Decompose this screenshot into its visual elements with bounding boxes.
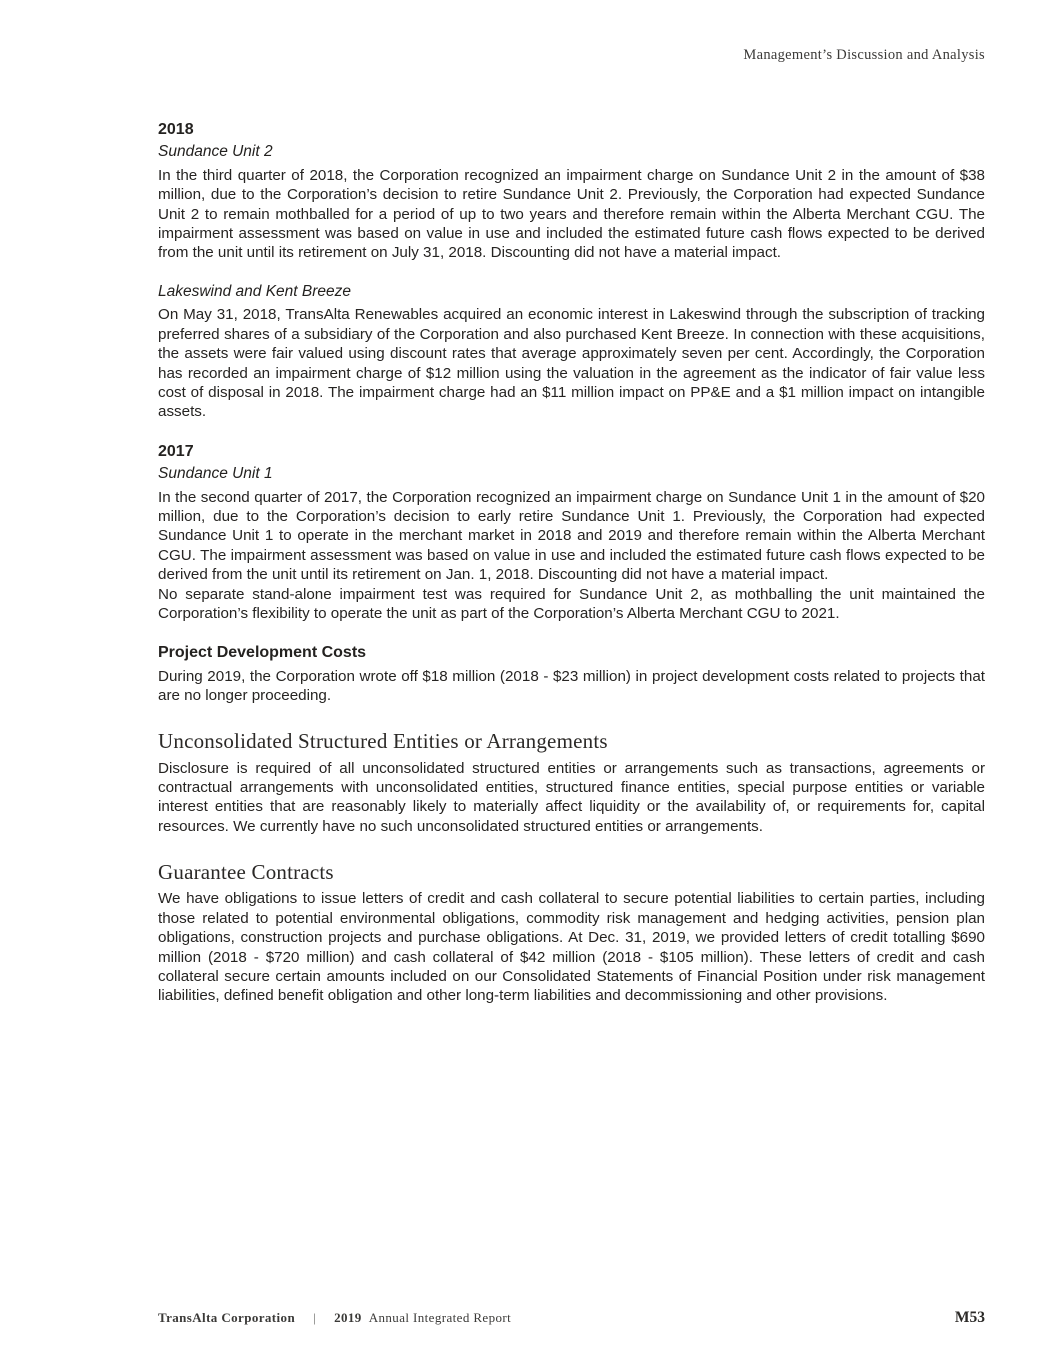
page-footer (158, 1309, 985, 1327)
heading-year-2017: 2017 (158, 442, 194, 460)
heading-guarantee-contracts: Guarantee Contracts (158, 860, 334, 885)
footer-company-name: TransAlta Corporation (158, 1310, 296, 1325)
paragraph-sundance-unit-2: In the third quarter of 2018, the Corporation recognized an impairment charge on Sundance Unit 2 in the amount of $38 million, due to the Corporation’s decision to retire Sundance Unit 2. Previously, the Corporation had expected Sundance Unit 2 to remain mothballed for a period of up to two years and therefore remain within the Alberta Merchant CGU. The impairment assessment was based on value in use and included the estimated future cash flows expected to be derived from the unit until its retirement on July 31, 2018. Discounting did not have a material impact. (158, 166, 985, 262)
heading-unconsolidated-structured-entities: Unconsolidated Structured Entities or Arrangements (158, 729, 608, 754)
footer-report-year: 2019 (334, 1310, 362, 1325)
footer-page-number: M53 (954, 1309, 985, 1326)
subheading-lakeswind-kent-breeze: Lakeswind and Kent Breeze (158, 282, 352, 300)
paragraph-guarantee-contracts: We have obligations to issue letters of credit and cash collateral to secure potential liabilities to certain parties, including those related to potential environmental obligations, commodity risk management and hedging activities, pension plan obligations, construction projects and purchase obligations. At Dec. 31, 2019, we provided letters of credit totalling $690 million (2018 - $720 million) and cash collateral of $42 million (2018 - $105 million). These letters of credit and cash collateral secure certain amounts included on our Consolidated Statements of Financial Position under risk management liabilities, defined benefit obligation and other long-term liabilities and decommissioning and other provisions. (158, 890, 985, 1005)
running-header (158, 47, 985, 64)
page-content (158, 120, 985, 1006)
heading-year-2018: 2018 (158, 121, 194, 138)
heading-project-development-costs: Project Development Costs (158, 644, 367, 662)
subheading-sundance-unit-2: Sundance Unit 2 (158, 143, 273, 161)
paragraph-standalone-impairment-note: No separate stand-alone impairment test was required for Sundance Unit 2, as mothballing the unit maintained the Corporation’s flexibility to operate the unit as part of the Corporation’s Alberta Merchant CGU to 2021. (158, 585, 985, 623)
paragraph-project-development-costs: During 2019, the Corporation wrote off $18 million (2018 - $23 million) in project development costs related to projects that are no longer proceeding. (158, 667, 985, 705)
footer-report-info (158, 1310, 511, 1326)
footer-report-title: Annual Integrated Report (368, 1310, 512, 1325)
paragraph-lakeswind-kent-breeze: On May 31, 2018, TransAlta Renewables acquired an economic interest in Lakeswind through the subscription of tracking preferred shares of a subsidiary of the Corporation and also purchased Kent Breeze. In connection with these acquisitions, the assets were fair valued using discount rates that average approximately seven per cent. Accordingly, the Corporation has recorded an impairment charge of $12 million using the valuation in the agreement as the indicator of fair value less cost of disposal in 2018. The impairment charge had an $11 million impact on PP&E and a $1 million impact on intangible assets. (158, 306, 985, 421)
footer-divider: | (313, 1310, 317, 1325)
running-header-title: Management’s Discussion and Analysis (743, 47, 985, 63)
paragraph-sundance-unit-1: In the second quarter of 2017, the Corporation recognized an impairment charge on Sundance Unit 1 in the amount of $20 million, due to the Corporation’s decision to early retire Sundance Unit 1. Previously, the Corporation had expected Sundance Unit 1 to operate in the merchant market in 2018 and 2019 and therefore remain within the Alberta Merchant CGU. The impairment assessment was based on value in use and included the estimated future cash flows expected to be derived from the unit until its retirement on Jan. 1, 2018. Discounting did not have a material impact. (158, 488, 985, 584)
subheading-sundance-unit-1: Sundance Unit 1 (158, 465, 273, 483)
paragraph-unconsolidated-structured-entities: Disclosure is required of all unconsolidated structured entities or arrangements such as transactions, agreements or contractual arrangements with unconsolidated entities, structured finance entities, special purpose entities or variable interest entities that are reasonably likely to materially affect liquidity or the availability of, or requirements for, capital resources. We currently have no such unconsolidated structured entities or arrangements. (158, 759, 985, 835)
